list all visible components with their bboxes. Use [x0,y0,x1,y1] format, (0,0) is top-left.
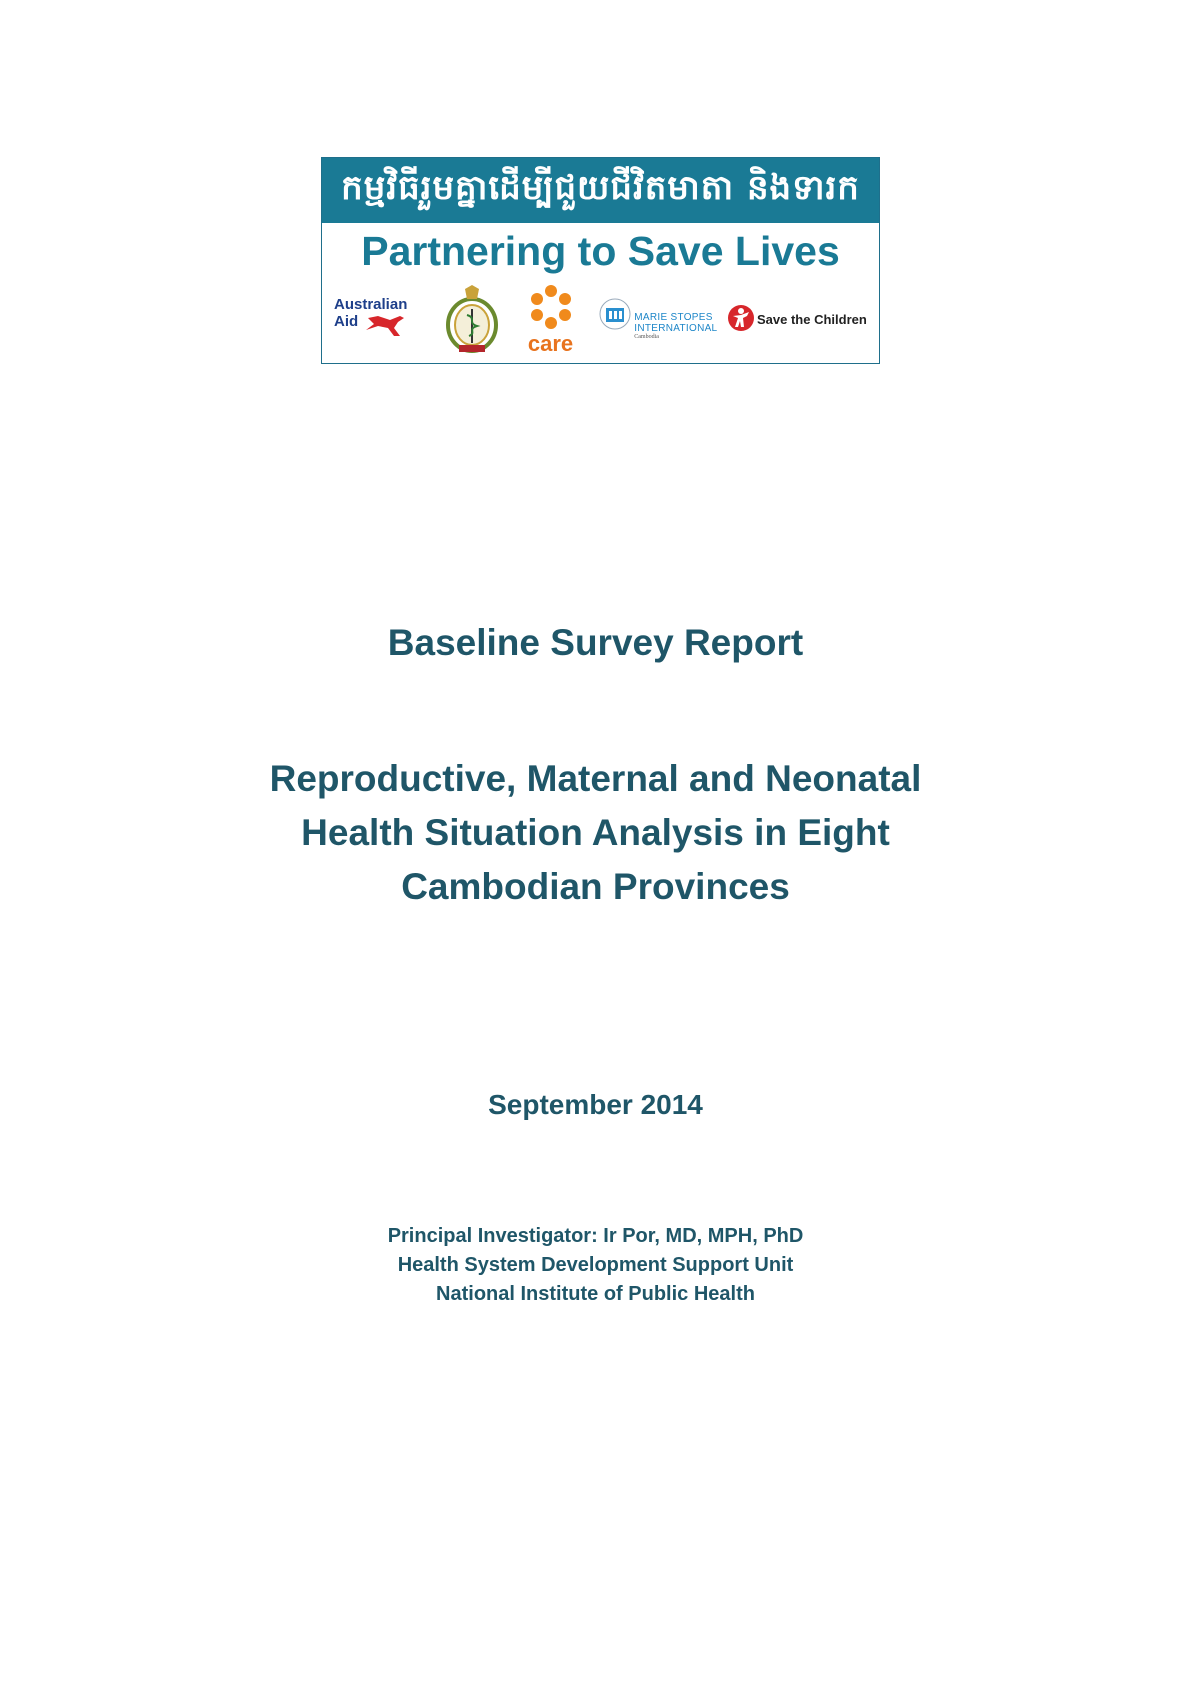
australian-aid-logo: Australian Aid [334,292,424,348]
report-date: September 2014 [488,1089,703,1120]
investigator-line: Health System Development Support Unit [397,1254,794,1276]
report-title-line: Health Situation Analysis in Eight [301,812,890,853]
care-hands-icon [527,283,575,331]
save-the-children-figure-icon [727,302,755,334]
marie-stopes-emblem-icon [598,296,632,336]
ministry-of-health-emblem-icon [441,283,503,357]
investigator-line: National Institute of Public Health [436,1283,755,1305]
partner-logos [334,282,869,358]
kangaroo-icon [364,312,408,340]
report-title [0,752,1191,914]
report-title-line: Reproductive, Maternal and Neonatal [269,758,922,799]
report-type-heading: Baseline Survey Report [387,622,804,663]
marie-stopes-international-logo: MARIE STOPES INTERNATIONAL Cambodia [598,290,710,350]
care-logo: care [520,283,582,357]
save-the-children-logo: Save the Children [727,300,869,340]
investigator-block [0,1222,1191,1309]
partnering-to-save-lives-logo-banner [321,157,880,364]
investigator-line: Principal Investigator: Ir Por, MD, MPH, PhD [387,1225,804,1247]
khmer-title: កម្មវិធីរួមគ្នាដើម្បីជួយជីវិតមាតា និងទារក [322,158,879,223]
report-title-line: Cambodian Provinces [401,866,790,907]
english-title: Partnering to Save Lives [361,228,840,274]
